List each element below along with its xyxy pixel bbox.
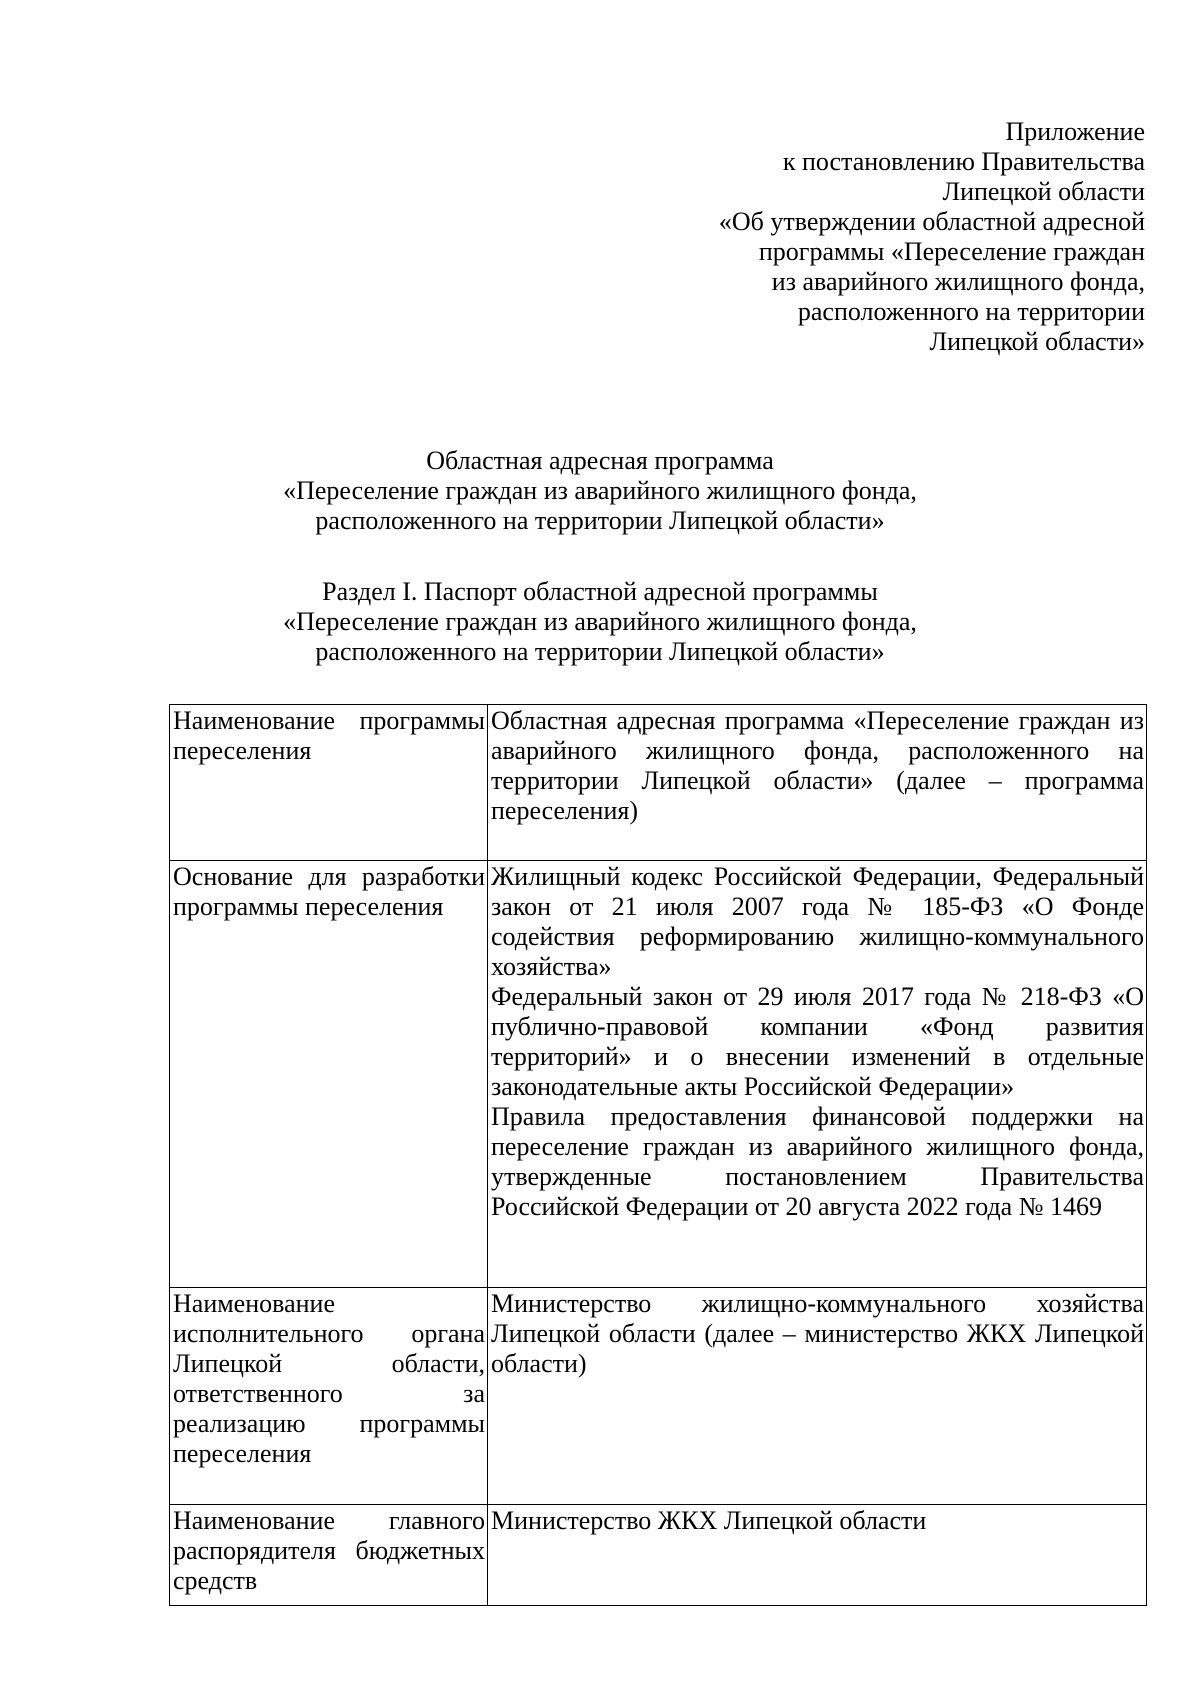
section-title-line: Раздел I. Паспорт областной адресной программы	[322, 577, 878, 606]
value-paragraph: Министерство ЖКХ Липецкой области	[491, 1506, 927, 1535]
table-row	[170, 1288, 1147, 1505]
value-paragraph: Федеральный закон от 29 июля 2017 года № 218-ФЗ «О публично-правовой компании «Фонд развития территорий» и о внесении изменений в отдельные законодательные акты Российской Федерации»	[491, 982, 1144, 1101]
table-row	[170, 705, 1147, 861]
row-value	[488, 705, 1147, 861]
appendix-line: «Об утверждении областной адресной	[718, 207, 1145, 236]
appendix-line: к постановлению Правительства	[782, 147, 1145, 176]
row-label: Наименование главного распорядителя бюджетных средств	[170, 1505, 488, 1606]
program-title	[0, 446, 1200, 536]
row-value	[488, 1505, 1147, 1606]
value-paragraph: Жилищный кодекс Российской Федерации, Федеральный закон от 21 июля 2007 года № 185-ФЗ «О Фонде содействия реформированию жилищно-коммунального хозяйства»	[491, 862, 1144, 981]
row-label: Основание для разработки программы переселения	[170, 861, 488, 1288]
appendix-header	[545, 117, 1145, 357]
section-title-line: «Переселение граждан из аварийного жилищного фонда,	[283, 607, 917, 636]
program-title-line: «Переселение граждан из аварийного жилищного фонда,	[283, 476, 917, 505]
appendix-line: из аварийного жилищного фонда,	[771, 267, 1145, 296]
table-row	[170, 1505, 1147, 1606]
row-label: Наименование исполнительного органа Липецкой области, ответственного за реализацию программы переселения	[170, 1288, 488, 1505]
appendix-line: программы «Переселение граждан	[758, 237, 1145, 266]
appendix-line: Приложение	[1005, 117, 1145, 146]
appendix-line: расположенного на территории	[797, 297, 1145, 326]
section-title-line: расположенного на территории Липецкой области»	[315, 637, 885, 666]
section-title	[0, 577, 1200, 667]
table-row	[170, 861, 1147, 1288]
appendix-line: Липецкой области»	[929, 327, 1145, 356]
row-value	[488, 861, 1147, 1288]
passport-table	[169, 704, 1147, 1606]
row-value	[488, 1288, 1147, 1505]
value-paragraph: Министерство жилищно-коммунального хозяйства Липецкой области (далее – министерство ЖКХ Липецкой области)	[491, 1289, 1144, 1378]
value-paragraph: Правила предоставления финансовой поддержки на переселение граждан из аварийного жилищного фонда, утвержденные постановлением Правительства Российской Федерации от 20 августа 2022 года № 1469	[491, 1102, 1144, 1221]
value-paragraph: Областная адресная программа «Переселение граждан из аварийного жилищного фонда, расположенного на территории Липецкой области» (далее – программа переселения)	[491, 706, 1144, 825]
row-label: Наименование программы переселения	[170, 705, 488, 861]
program-title-line: расположенного на территории Липецкой области»	[315, 506, 885, 535]
appendix-line: Липецкой области	[942, 177, 1145, 206]
program-title-line: Областная адресная программа	[426, 446, 774, 475]
